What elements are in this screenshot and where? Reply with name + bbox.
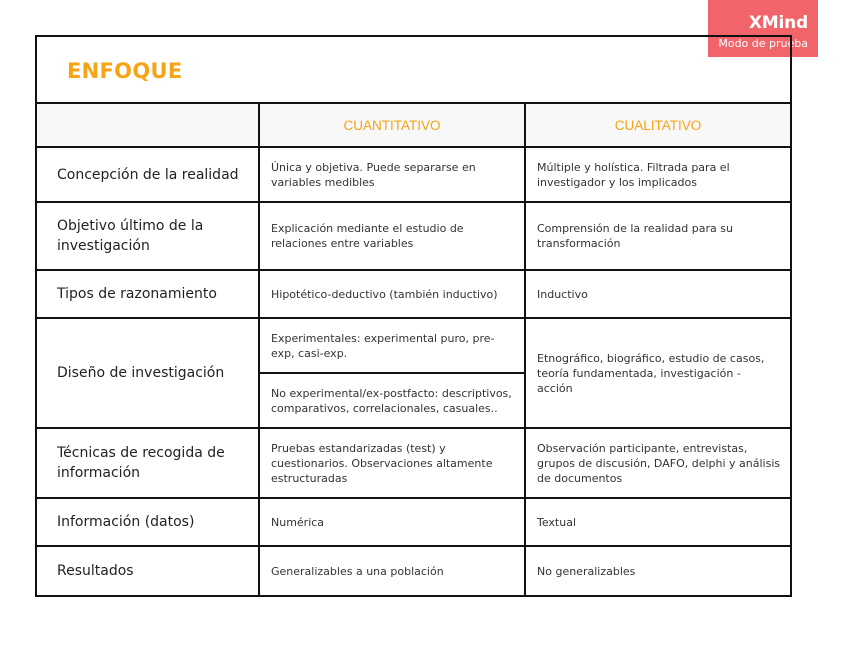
row-label-concepcion: Concepción de la realidad (57, 166, 239, 183)
cell-informacion-cualitativo: Textual (537, 515, 577, 529)
comparison-table (35, 35, 792, 597)
cell-resultados-cuantitativo: Generalizables a una población (271, 564, 444, 578)
cell-concepcion-cuantitativo: Única y objetiva. Puede separarse en variables medibles (271, 160, 476, 189)
row-label-diseno: Diseño de investigación (57, 365, 225, 381)
cell-concepcion-cualitativo: Múltiple y holística. Filtrada para el investigador y los implicados (537, 160, 730, 189)
cell-razonamiento-cualitativo: Inductivo (537, 287, 588, 301)
cell-informacion-cuantitativo: Numérica (271, 515, 325, 529)
cell-diseno-cualitativo: Etnográfico, biográfico, estudio de casos, teoría fundamentada, investigación - acción (537, 351, 765, 395)
row-label-objetivo: Objetivo último de la investigación (57, 218, 204, 254)
watermark-subtitle: Modo de prueba (718, 37, 808, 50)
watermark-brand: XMind (748, 13, 808, 33)
cell-diseno-cuantitativo-experimental: Experimentales: experimental puro, pre-exp, casi-exp. (271, 331, 495, 360)
column-header-cuantitativo: CUANTITATIVO (343, 117, 441, 133)
column-header-cualitativo: CUALITATIVO (614, 117, 702, 133)
cell-resultados-cualitativo: No generalizables (537, 564, 636, 578)
column-divider-1 (258, 102, 260, 595)
row-label-resultados: Resultados (57, 563, 134, 579)
column-divider-2 (524, 102, 526, 595)
table-title: ENFOQUE (67, 59, 183, 83)
row-label-razonamiento: Tipos de razonamiento (57, 286, 217, 302)
cell-objetivo-cuantitativo: Explicación mediante el estudio de relaciones entre variables (271, 222, 464, 250)
cell-razonamiento-cuantitativo: Hipotético-deductivo (también inductivo) (271, 287, 498, 301)
cell-objetivo-cualitativo: Comprensión de la realidad para su transformación (537, 222, 733, 250)
cell-tecnicas-cualitativo: Observación participante, entrevistas, grupos de discusión, DAFO, delphi y análisis de documentos (537, 441, 781, 485)
cell-tecnicas-cuantitativo: Pruebas estandarizadas (test) y cuestionarios. Observaciones altamente estructuradas (271, 441, 493, 485)
cell-diseno-cuantitativo-no-experimental: No experimental/ex-postfacto: descriptivos, comparativos, correlacionales, casuales.. (271, 386, 512, 415)
row-label-informacion: Información (datos) (57, 514, 195, 530)
row-label-tecnicas: Técnicas de recogida de información (57, 445, 225, 481)
